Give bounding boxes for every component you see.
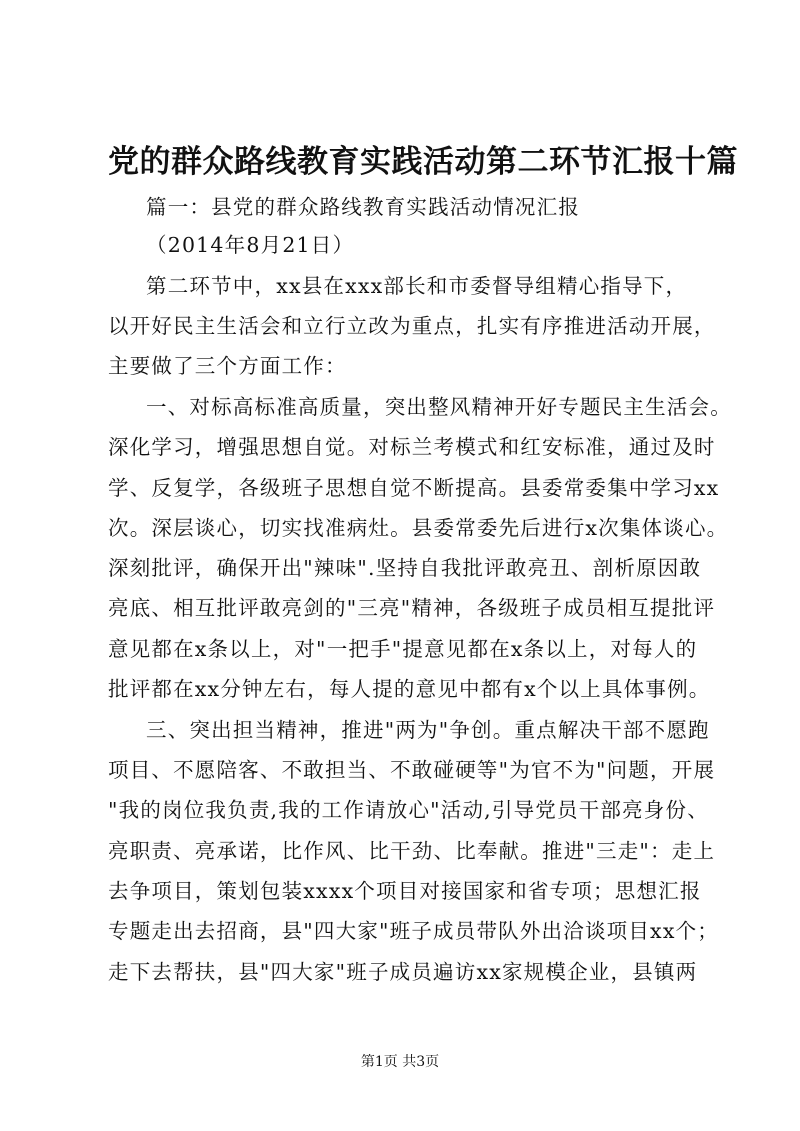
- paragraph-line: 意见都在x条以上，对"一把手"提意见都在x条以上，对每人的: [108, 637, 698, 661]
- paragraph-line: 三、突出担当精神，推进"两为"争创。重点解决干部不愿跑: [146, 718, 710, 742]
- subtitle: 篇一：县党的群众路线教育实践活动情况汇报: [146, 195, 580, 219]
- document-title: 党的群众路线教育实践活动第二环节汇报十篇: [108, 144, 738, 180]
- paragraph-line: 主要做了三个方面工作：: [108, 354, 347, 378]
- paragraph-line: 深化学习，增强思想自觉。对标兰考模式和红安标准，通过及时: [108, 435, 716, 459]
- page-number: 第1页 共3页: [360, 1054, 440, 1070]
- paragraph-line: 走下去帮扶，县"四大家"班子成员遍访xx家规模企业，县镇两: [108, 960, 698, 984]
- paragraph-line: 批评都在xx分钟左右，每人提的意见中都有x个以上具体事例。: [108, 677, 711, 701]
- paragraph-line: 专题走出去招商，县"四大家"班子成员带队外出洽谈项目xx个；: [108, 919, 719, 943]
- paragraph-line: 去争项目，策划包装xxxx个项目对接国家和省专项；思想汇报: [108, 879, 702, 903]
- paragraph-line: 第二环节中，xx县在xxx部长和市委督导组精心指导下，: [146, 274, 688, 298]
- paragraph-line: 学、反复学，各级班子思想自觉不断提高。县委常委集中学习xx: [108, 476, 720, 500]
- report-date: （2014年8月21日）: [146, 233, 355, 257]
- paragraph-line: 以开好民主生活会和立行立改为重点，扎实有序推进活动开展，: [108, 314, 716, 338]
- paragraph-line: 亮底、相互批评敢亮剑的"三亮"精神，各级班子成员相互提批评: [108, 596, 716, 620]
- paragraph-line: 项目、不愿陪客、不敢担当、不敢碰硬等"为官不为"问题，开展: [108, 758, 716, 782]
- paragraph-line: 次。深层谈心，切实找准病灶。县委常委先后进行x次集体谈心。: [108, 516, 729, 540]
- paragraph-line: 一、对标高标准高质量，突出整风精神开好专题民主生活会。: [146, 395, 732, 419]
- paragraph-line: 深刻批评，确保开出"辣味".坚持自我批评敢亮丑、剖析原因敢: [108, 556, 702, 580]
- paragraph-line: 亮职责、亮承诺，比作风、比干劲、比奉献。推进"三走"：走上: [108, 839, 716, 863]
- paragraph-line: "我的岗位我负责,我的工作请放心"活动,引导党员干部亮身份、: [108, 798, 709, 822]
